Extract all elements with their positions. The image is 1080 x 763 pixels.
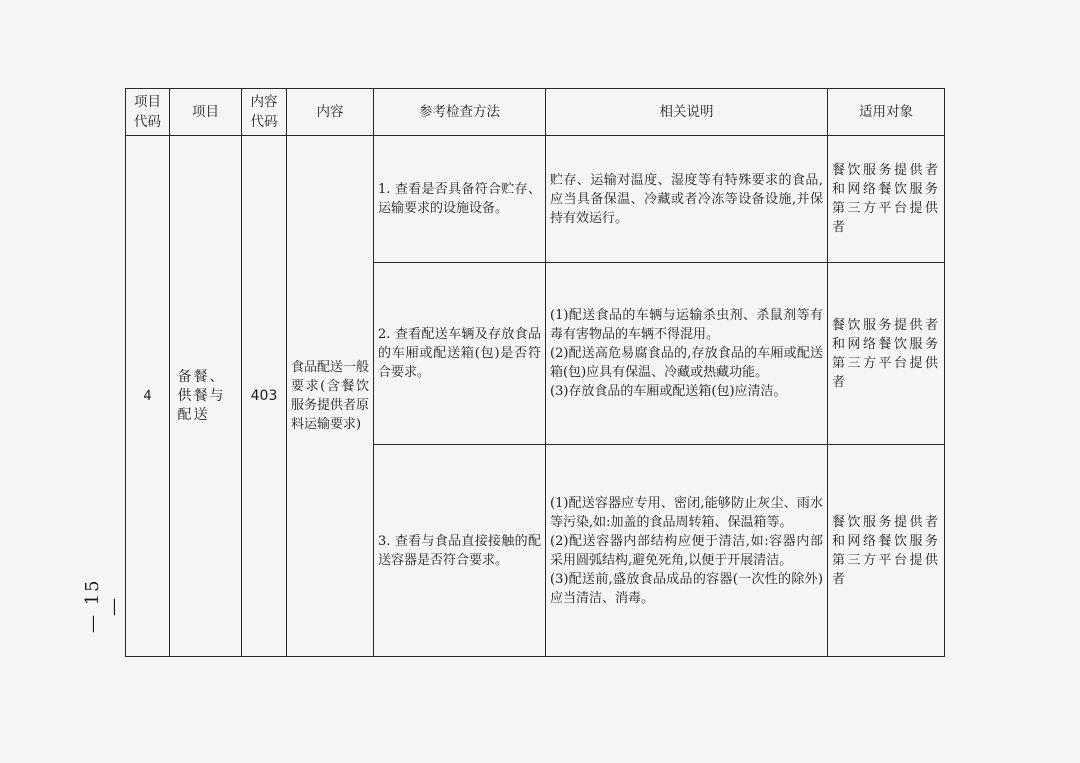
record-content: 食品配送一般要求(含餐饮服务提供者原料运输要求) — [287, 136, 374, 657]
notes-cell — [546, 263, 828, 445]
note-line: (2)配送高危易腐食品的,存放食品的车厢或配送箱(包)应具有保温、冷藏或热藏功能。 — [550, 346, 823, 380]
record-item: 备餐、供餐与配送 — [170, 136, 242, 657]
table-row — [126, 136, 945, 263]
method-cell: 3. 查看与食品直接接触的配送容器是否符合要求。 — [374, 445, 546, 657]
notes-cell — [546, 136, 828, 263]
page-number: — 15 — — [82, 578, 124, 634]
notes-cell — [546, 445, 828, 657]
inspection-table — [125, 88, 945, 657]
target-cell: 餐饮服务提供者和网络餐饮服务第三方平台提供者 — [828, 136, 945, 263]
note-line: (1)配送食品的车辆与运输杀虫剂、杀鼠剂等有毒有害物品的车辆不得混用。 — [550, 308, 823, 342]
note-line: (3)存放食品的车厢或配送箱(包)应清洁。 — [550, 384, 787, 399]
record-content-code: 403 — [242, 136, 287, 657]
record-code: 4 — [126, 136, 170, 657]
header-code: 项目代码 — [126, 89, 170, 136]
method-cell: 1. 查看是否具备符合贮存、运输要求的设施设备。 — [374, 136, 546, 263]
header-method: 参考检查方法 — [374, 89, 546, 136]
note-line: 贮存、运输对温度、湿度等有特殊要求的食品,应当具备保温、冷藏或者冷冻等设备设施,并保持有效运行。 — [550, 172, 823, 226]
header-target: 适用对象 — [828, 89, 945, 136]
header-item: 项目 — [170, 89, 242, 136]
header-content: 内容 — [287, 89, 374, 136]
target-cell: 餐饮服务提供者和网络餐饮服务第三方平台提供者 — [828, 263, 945, 445]
target-cell: 餐饮服务提供者和网络餐饮服务第三方平台提供者 — [828, 445, 945, 657]
note-line: (2)配送容器内部结构应便于清洁,如:容器内部采用圆弧结构,避免死角,以便于开展清洁。 — [550, 533, 823, 568]
note-line: (1)配送容器应专用、密闭,能够防止灰尘、雨水等污染,如:加盖的食品周转箱、保温箱等。 — [550, 495, 823, 530]
header-notes: 相关说明 — [546, 89, 828, 136]
method-cell: 2. 查看配送车辆及存放食品的车厢或配送箱(包)是否符合要求。 — [374, 263, 546, 445]
header-content-code: 内容代码 — [242, 89, 287, 136]
header-row — [126, 89, 945, 136]
note-line: (3)配送前,盛放食品成品的容器(一次性的除外)应当清洁、消毒。 — [550, 571, 823, 606]
